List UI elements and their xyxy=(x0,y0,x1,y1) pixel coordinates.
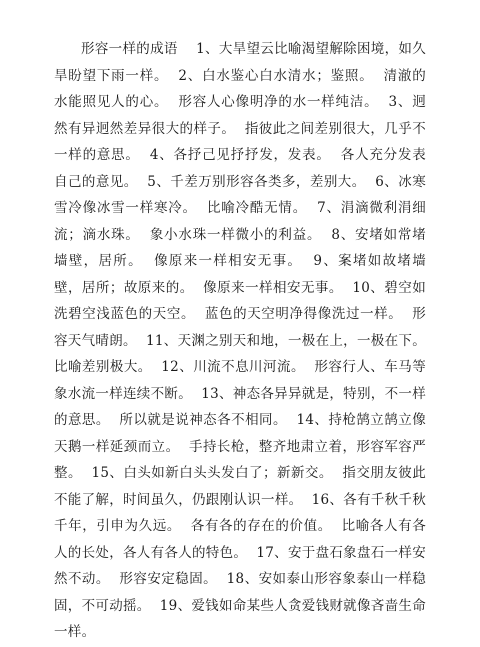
document-body-text: 形容一样的成语 1、大旱望云比喻渴望解除困境，如久旱盼望下雨一样。 2、白水鉴心白水清水；鉴照。 清澈的水能照见人的心。 形容人心像明净的水一样纯洁。 3、迥然有异迥然差异很大的样子。 指彼此之间差别很大，几乎不一样的意思。 4、各抒己见抒抒发，发表。 各人充分发表自己的意见。 5、千差万别形容各类多，差别大。 6、冰寒雪冷像冰雪一样寒冷。 比喻冷酷无情。 7、涓滴微利涓细流；滴水珠。 象小水珠一样微小的利益。 8、安堵如常堵墙壁，居所。 像原来一样相安无事。 9、案堵如故堵墙壁，居所；故原来的。 像原来一样相安无事。 10、碧空如洗碧空浅蓝色的天空。 蓝色的天空明净得像洗过一样。 形容天气晴朗。 11、天渊之别天和地，一极在上，一极在下。 比喻差别极大。 12、川流不息川河流。 形容行人、车马等象水流一样连续不断。 13、神态各异异就是，特别，不一样的意思。 所以就是说神态各不相同。 14、持枪鹄立鹄立像天鹅一样延颈而立。 手持长枪，整齐地肃立着，形容军容严整。 15、白头如新白头头发白了；新新交。 指交朋友彼此不能了解，时间虽久，仍跟刚认识一样。 16、各有千秋千秋千年，引申为久远。 各有各的存在的价值。 比喻各人有各人的长处，各人有各人的特色。 17、安于盘石象盘石一样安然不动。 形容安定稳固。 18、安如泰山形容象泰山一样稳固，不可动摇。 19、爱钱如命某些人贪爱钱财就像吝啬生命一样。 xyxy=(54,41,436,640)
document-page xyxy=(54,36,436,646)
